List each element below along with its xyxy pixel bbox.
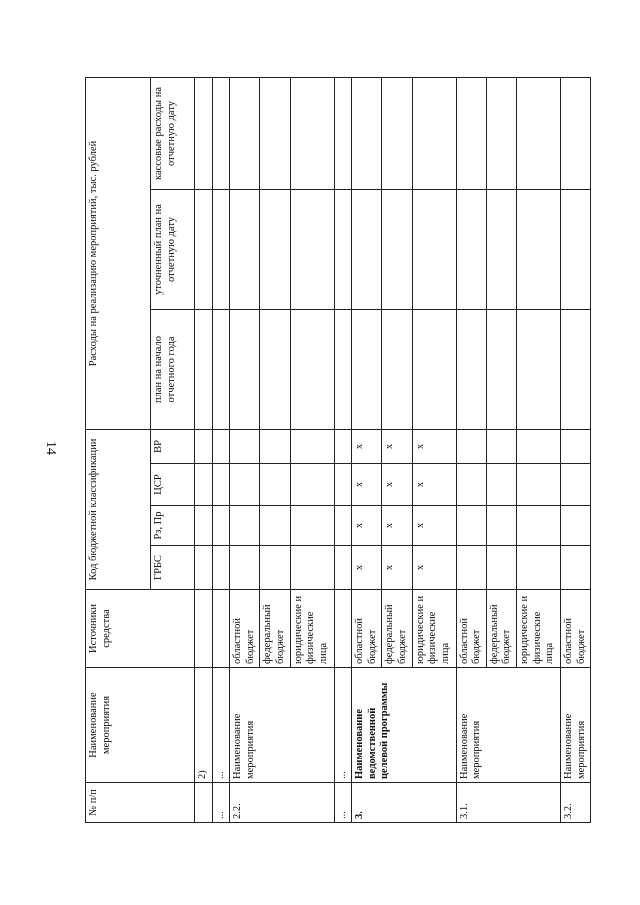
cell-plan-refined (230, 189, 260, 309)
cell-rzpr (290, 506, 334, 546)
cell-num: 2.2. (230, 783, 334, 823)
cell-csr (486, 464, 516, 506)
cell-plan-start (290, 309, 334, 429)
table-frame (85, 78, 585, 823)
header-cash: кассовые расходы на отчетную дату (151, 77, 195, 189)
cell-cash (486, 77, 516, 189)
cell-csr (212, 464, 230, 506)
cell-cash (456, 77, 486, 189)
table-row (195, 77, 213, 822)
cell-source: юридические и физические лица (412, 590, 456, 668)
header-vr: ВР (151, 429, 195, 463)
cell-rzpr (212, 506, 230, 546)
cell-csr (195, 464, 213, 506)
cell-csr: x (352, 464, 382, 506)
cell-source (212, 590, 230, 668)
cell-plan-start (486, 309, 516, 429)
cell-rzpr (456, 506, 486, 546)
cell-cash (260, 77, 290, 189)
cell-vr (560, 429, 590, 463)
cell-plan-start (260, 309, 290, 429)
cell-rzpr (516, 506, 560, 546)
cell-rzpr (560, 506, 590, 546)
page-number: 14 (43, 441, 58, 455)
cell-name: Наименование мероприятия (560, 668, 590, 783)
cell-grbs (560, 546, 590, 590)
cell-name: ... (212, 668, 230, 783)
cell-vr (212, 429, 230, 463)
cell-name: ... (334, 668, 352, 783)
cell-csr (516, 464, 560, 506)
cell-vr: x (412, 429, 456, 463)
cell-source: федеральный бюджет (486, 590, 516, 668)
cell-source: областной бюджет (456, 590, 486, 668)
cell-num: 3.1. (456, 783, 560, 823)
cell-grbs: x (382, 546, 412, 590)
expenses-table (85, 77, 591, 823)
cell-plan-refined (412, 189, 456, 309)
cell-rzpr: x (352, 506, 382, 546)
header-expenses-group: Расходы на реализацию мероприятий, тыс. рублей (86, 77, 151, 429)
cell-rzpr (260, 506, 290, 546)
cell-plan-refined (334, 189, 352, 309)
header-sources: Источники средства (86, 590, 195, 668)
cell-plan-start (212, 309, 230, 429)
cell-vr (230, 429, 260, 463)
table-row (212, 77, 230, 822)
cell-cash (382, 77, 412, 189)
cell-name: Наименование ведомственной целевой программы (352, 668, 456, 783)
cell-plan-refined (516, 189, 560, 309)
cell-name: Наименование мероприятия (230, 668, 334, 783)
header-name: Наименование мероприятия (86, 668, 195, 783)
header-plan-refined: уточненный план на отчетную дату (151, 189, 195, 309)
cell-plan-refined (195, 189, 213, 309)
cell-plan-start (456, 309, 486, 429)
cell-plan-start (412, 309, 456, 429)
cell-grbs (212, 546, 230, 590)
cell-plan-start (334, 309, 352, 429)
cell-csr: x (382, 464, 412, 506)
cell-name: Наименование мероприятия (456, 668, 560, 783)
table-row (456, 77, 486, 822)
cell-grbs: x (352, 546, 382, 590)
cell-cash (230, 77, 260, 189)
cell-source: юридические и физические лица (516, 590, 560, 668)
cell-num: ... (212, 783, 230, 823)
cell-plan-start (352, 309, 382, 429)
cell-vr (334, 429, 352, 463)
header-plan-start: план на начало отчетного года (151, 309, 195, 429)
cell-grbs (334, 546, 352, 590)
cell-num: 3.2. (560, 783, 590, 823)
cell-source: федеральный бюджет (260, 590, 290, 668)
cell-rzpr (230, 506, 260, 546)
cell-vr (486, 429, 516, 463)
table-row (230, 77, 260, 822)
cell-vr (260, 429, 290, 463)
cell-vr (456, 429, 486, 463)
cell-source: областной бюджет (230, 590, 260, 668)
cell-csr (334, 464, 352, 506)
cell-csr (260, 464, 290, 506)
cell-grbs (456, 546, 486, 590)
cell-vr (195, 429, 213, 463)
header-rzpr: Рз, Пр (151, 506, 195, 546)
cell-num: 3. (352, 783, 456, 823)
cell-source: юридические и физические лица (290, 590, 334, 668)
header-csr: ЦСР (151, 464, 195, 506)
cell-num (195, 783, 213, 823)
cell-rzpr: x (382, 506, 412, 546)
cell-plan-start (560, 309, 590, 429)
cell-plan-refined (260, 189, 290, 309)
cell-vr (516, 429, 560, 463)
cell-source: областной бюджет (352, 590, 382, 668)
cell-csr (560, 464, 590, 506)
cell-cash (412, 77, 456, 189)
cell-cash (290, 77, 334, 189)
cell-name: 2) (195, 668, 213, 783)
cell-vr: x (352, 429, 382, 463)
table-row (560, 77, 590, 822)
cell-plan-refined (382, 189, 412, 309)
cell-vr: x (382, 429, 412, 463)
table-row (352, 77, 382, 822)
cell-cash (212, 77, 230, 189)
cell-rzpr (195, 506, 213, 546)
cell-grbs (195, 546, 213, 590)
cell-vr (290, 429, 334, 463)
cell-csr (456, 464, 486, 506)
cell-plan-start (516, 309, 560, 429)
cell-grbs (290, 546, 334, 590)
header-grbs: ГРБС (151, 546, 195, 590)
cell-plan-start (382, 309, 412, 429)
cell-plan-start (195, 309, 213, 429)
cell-source (195, 590, 213, 668)
cell-source: областной бюджет (560, 590, 590, 668)
cell-plan-refined (560, 189, 590, 309)
cell-csr (230, 464, 260, 506)
cell-grbs: x (412, 546, 456, 590)
cell-csr: x (412, 464, 456, 506)
cell-cash (352, 77, 382, 189)
cell-plan-refined (456, 189, 486, 309)
cell-rzpr: x (412, 506, 456, 546)
cell-grbs (230, 546, 260, 590)
cell-grbs (516, 546, 560, 590)
cell-plan-refined (486, 189, 516, 309)
cell-grbs (486, 546, 516, 590)
cell-num: ... (334, 783, 352, 823)
cell-cash (516, 77, 560, 189)
cell-plan-refined (212, 189, 230, 309)
rotated-table-wrapper (85, 78, 585, 823)
cell-plan-refined (290, 189, 334, 309)
cell-rzpr (486, 506, 516, 546)
cell-cash (560, 77, 590, 189)
cell-source (334, 590, 352, 668)
cell-cash (195, 77, 213, 189)
table-row (334, 77, 352, 822)
cell-csr (290, 464, 334, 506)
cell-grbs (260, 546, 290, 590)
cell-source: федеральный бюджет (382, 590, 412, 668)
cell-plan-start (230, 309, 260, 429)
cell-cash (334, 77, 352, 189)
header-num: № п/п (86, 783, 195, 823)
cell-plan-refined (352, 189, 382, 309)
header-code-group: Код бюджетной классификации (86, 429, 151, 589)
cell-rzpr (334, 506, 352, 546)
